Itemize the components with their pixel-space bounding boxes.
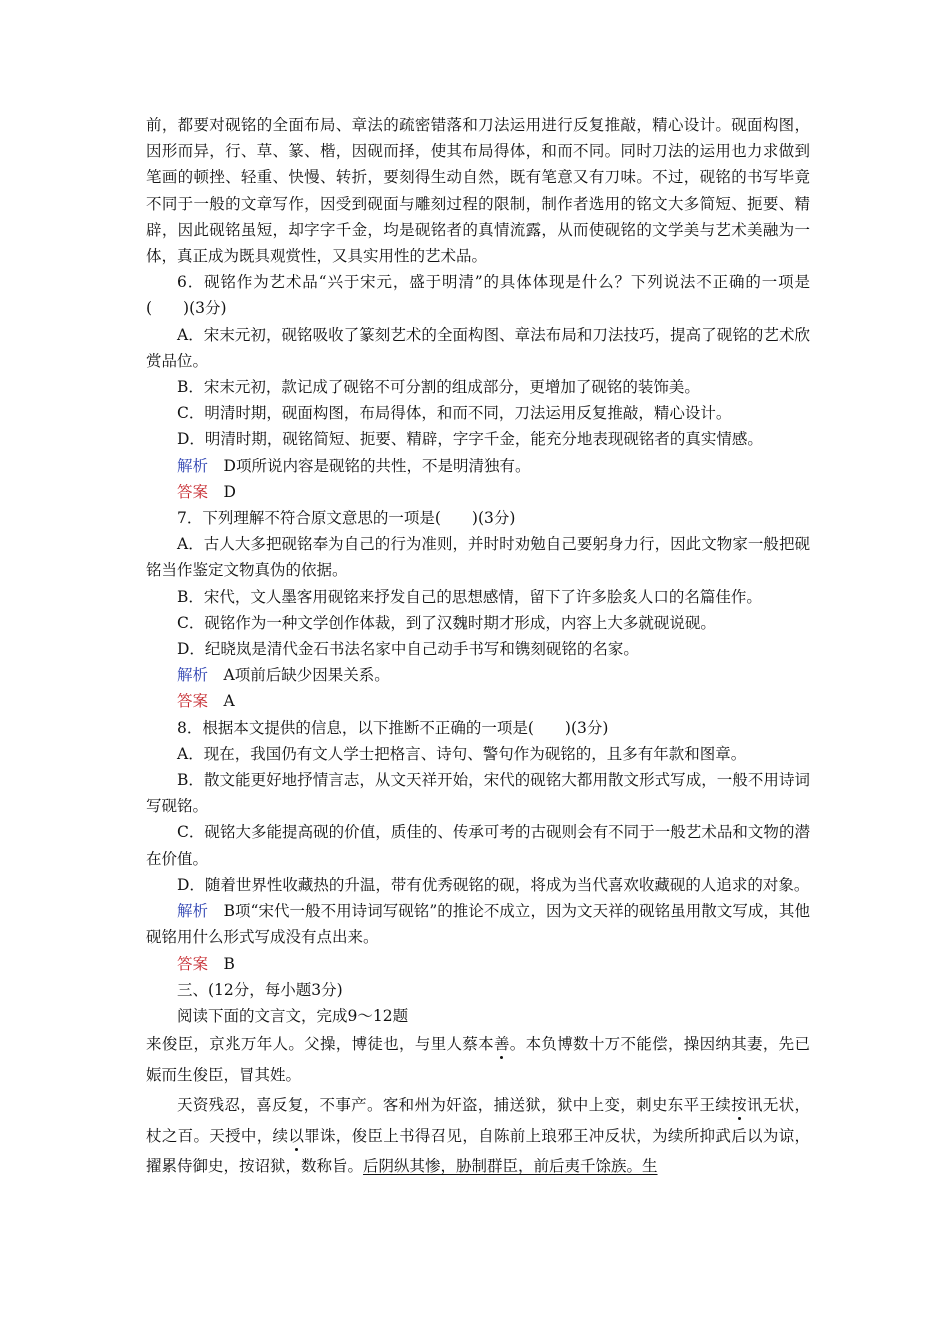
analysis-label: 解析	[177, 456, 209, 475]
question-6-option-b: B．宋末元初，款记成了砚铭不可分割的组成部分，更增加了砚铭的装饰美。	[177, 378, 700, 397]
question-7-option-a: A．古人大多把砚铭奉为自己的行为准则，并时时劝勉自己要躬身力行，因此文物家一般把砚铭当作鉴定文物真伪的依据。	[146, 535, 810, 580]
passage-text: 天资残忍，喜反复，不事产。客和州为奸盗，捕送狱，狱中上变，刺史东平王续	[177, 1096, 732, 1115]
question-6-option-c: C．明清时期，砚面构图，布局得体，和而不同，刀法运用反复推敲，精心设计。	[177, 404, 732, 423]
classical-passage-paragraph-1	[146, 1029, 810, 1090]
question-8-option-b: B．散文能更好地抒情言志，从文天祥开始，宋代的砚铭大都用散文形式写成，一般不用诗词写砚铭。	[146, 771, 810, 816]
passage-text: 武后以为谅，擢累侍御史，按诏狱，数称旨。	[146, 1126, 810, 1176]
passage-text: 讯无状，杖之百。天授中，续	[146, 1096, 810, 1145]
question-6-option-a: A．宋末元初，砚铭吸收了篆刻艺术的全面构图、章法布局和刀法技巧，提高了砚铭的艺术欣赏品位。	[146, 325, 810, 370]
document-body	[146, 112, 810, 1182]
emphasis-dot-char: 善	[493, 1035, 510, 1054]
question-7-option-c: C．砚铭作为一种文学创作体裁，到了汉魏时期才形成，内容上大多就砚说砚。	[177, 613, 716, 632]
question-8-analysis	[146, 898, 810, 950]
answer-label: 答案	[177, 954, 209, 973]
answer-value: B	[223, 954, 235, 973]
passage-text: 来俊臣，京兆万年人。父操，博徒也，与里人蔡本	[146, 1035, 494, 1054]
analysis-text: B项“宋代一般不用诗词写砚铭”的推论不成立，因为文天祥的砚铭虽用散文写成，其他砚铭用什么形式写成没有点出来。	[146, 902, 810, 947]
question-6-answer	[146, 479, 810, 505]
answer-value: A	[223, 692, 235, 711]
underlined-sentence: 后阴纵其惨，胁制群臣，前后夷千馀族。生	[363, 1157, 658, 1176]
question-7-answer	[146, 688, 810, 714]
analysis-text: A项前后缺少因果关系。	[223, 666, 390, 685]
passage-text: 罪诛，俊臣上书得召见，自陈前上琅邪王冲反状，为续所抑	[304, 1126, 716, 1145]
passage-text: 。本负博数十万不能偿，操因纳其妻，先已娠而生俊臣，冒其姓。	[146, 1035, 810, 1084]
classical-passage-paragraph-2	[146, 1090, 810, 1182]
emphasis-dot-char: 以	[288, 1126, 305, 1145]
answer-label: 答案	[177, 482, 209, 501]
answer-value: D	[223, 482, 236, 501]
emphasis-dot-char: 按	[731, 1096, 747, 1115]
section-3-heading: 三、(12分，每小题3分)	[177, 980, 343, 999]
analysis-text: D项所说内容是砚铭的共性，不是明清独有。	[223, 456, 531, 475]
question-6-analysis	[146, 453, 810, 479]
passage-continuation: 前，都要对砚铭的全面布局、章法的疏密错落和刀法运用进行反复推敲，精心设计。砚面构图，因形而异，行、草、篆、楷，因砚而择，使其布局得体，和而不同。同时刀法的运用也力求做到笔画的顿挫、轻重、快慢、转折，要刻得生动自然，既有笔意又有刀味。不过，砚铭的书写毕竟不同于一般的文章写作，因受到砚面与雕刻过程的限制，制作者选用的铭文大多简短、扼要、精辟，因此砚铭虽短，却字字千金，均是砚铭者的真情流露，从而使砚铭的文学美与艺术美融为一体，真正成为既具观赏性，又具实用性的艺术品。	[146, 116, 810, 266]
analysis-label: 解析	[177, 902, 209, 921]
section-3-instruction: 阅读下面的文言文，完成9～12题	[177, 1006, 409, 1025]
question-7-option-b: B．宋代，文人墨客用砚铭来抒发自己的思想感情，留下了许多脍炙人口的名篇佳作。	[177, 587, 762, 606]
question-8-option-a: A．现在，我国仍有文人学士把格言、诗句、警句作为砚铭的，且多有年款和图章。	[177, 744, 747, 763]
question-8-option-c: C．砚铭大多能提高砚的价值，质佳的、传承可考的古砚则会有不同于一般艺术品和文物的潜在价值。	[146, 823, 810, 868]
question-7-analysis	[146, 662, 810, 688]
question-8-answer	[146, 951, 810, 977]
question-6-stem: 6．砚铭作为艺术品“兴于宋元，盛于明清”的具体体现是什么？下列说法不正确的一项是( )(3分)	[146, 273, 810, 318]
question-8-option-d: D．随着世界性收藏热的升温，带有优秀砚铭的砚，将成为当代喜欢收藏砚的人追求的对象。	[177, 875, 810, 894]
question-8-stem: 8．根据本文提供的信息，以下推断不正确的一项是( )(3分)	[177, 718, 609, 737]
question-6-option-d: D．明清时期，砚铭简短、扼要、精辟，字字千金，能充分地表现砚铭者的真实情感。	[177, 430, 763, 449]
question-7-option-d: D．纪晓岚是清代金石书法名家中自己动手书写和镌刻砚铭的名家。	[177, 640, 639, 659]
analysis-label: 解析	[177, 666, 209, 685]
question-7-stem: 7．下列理解不符合原文意思的一项是( )(3分)	[177, 509, 516, 528]
answer-label: 答案	[177, 692, 209, 711]
